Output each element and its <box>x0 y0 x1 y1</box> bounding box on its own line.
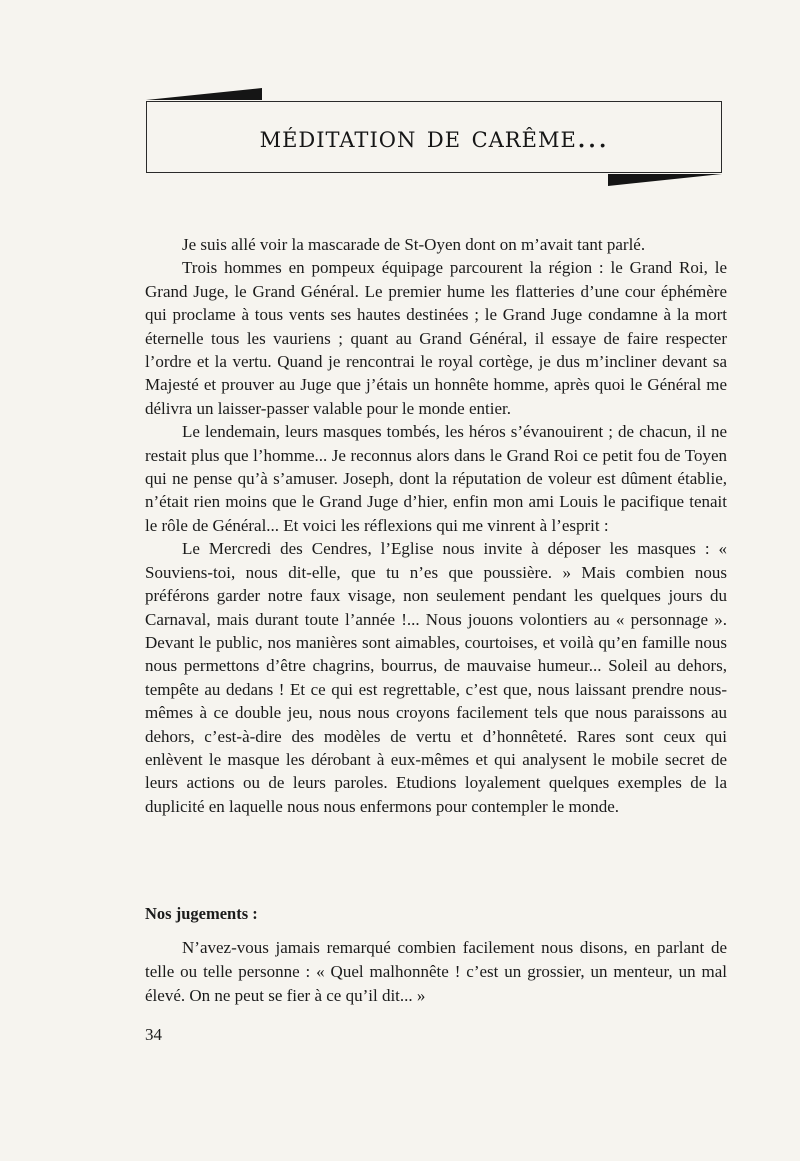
paragraph-1: Je suis allé voir la mascarade de St-Oyen dont on m’avait tant parlé. <box>182 235 646 254</box>
title-decoration-top <box>146 88 262 100</box>
page-number: 34 <box>145 1025 162 1044</box>
title-frame <box>146 101 722 173</box>
paragraph-3: Le lendemain, leurs masques tombés, les héros s’évanouirent ; de chacun, il ne restait plus que l’homme... Je reconnus alors dans le Grand Roi ce petit fou de Toyen qui ne pense qu’à s’amuser. Joseph, dont la réputation de voleur est dûment établie, n’était rien moins que le Grand Juge d’hier, enfin mon ami Louis le pacifique tenait le rôle de Général... Et voici les réflexions qui me vinrent à l’esprit : <box>145 422 727 535</box>
section-paragraph: N’avez-vous jamais remarqué combien facilement nous disons, en parlant de telle ou telle personne : « Quel malhonnête ! c’est un grossier, un menteur, un mal élevé. On ne peut se fier à ce qu’il dit... » <box>145 938 727 1005</box>
paragraph-2: Trois hommes en pompeux équipage parcourent la région : le Grand Roi, le Grand Juge, le Grand Général. Le premier hume les flatteries d’une cour éphémère qui proclame à tous vents ses hautes destinées ; le Grand Juge condamne à la mort éternelle tous les vauriens ; quant au Grand Général, il essaye de faire respecter l’ordre et la vertu. Quand je rencontrai le royal cortège, je dus m’incliner devant sa Majesté et prouver au Juge que j’étais un honnête homme, après quoi le Général me délivra un laisser-passer valable pour le monde entier. <box>145 258 727 418</box>
section-heading: Nos jugements : <box>145 904 258 923</box>
article-body <box>145 233 727 818</box>
page-title: méditation de carême... <box>259 119 609 155</box>
title-decoration-bottom <box>608 174 722 186</box>
paragraph-4: Le Mercredi des Cendres, l’Eglise nous invite à déposer les masques : « Souviens-toi, nous dit-elle, que tu n’es que poussière. » Mais combien nous préférons garder notre faux visage, non seulement pendant les quelques jours du Carnaval, mais durant toute l’année !... Nous jouons volontiers au « personnage ». Devant le public, nos manières sont aimables, courtoises, et voilà qu’en famille nous nous permettons d’être chagrins, bourrus, de mauvaise humeur... Soleil au dehors, tempête au dedans ! Et ce qui est regrettable, c’est que, nous laissant prendre nous-mêmes à ce double jeu, nous nous croyons facilement tels que nous paraissons au dehors, c’est-à-dire des modèles de vertu et d’honnêteté. Rares sont ceux qui enlèvent le masque les dérobant à eux-mêmes et qui analysent le mobile secret de leurs actions ou de leurs paroles. Etudions loyalement quelques exemples de la duplicité en laquelle nous nous enfermons pour contempler le monde. <box>145 539 727 816</box>
section-body <box>145 936 727 1008</box>
